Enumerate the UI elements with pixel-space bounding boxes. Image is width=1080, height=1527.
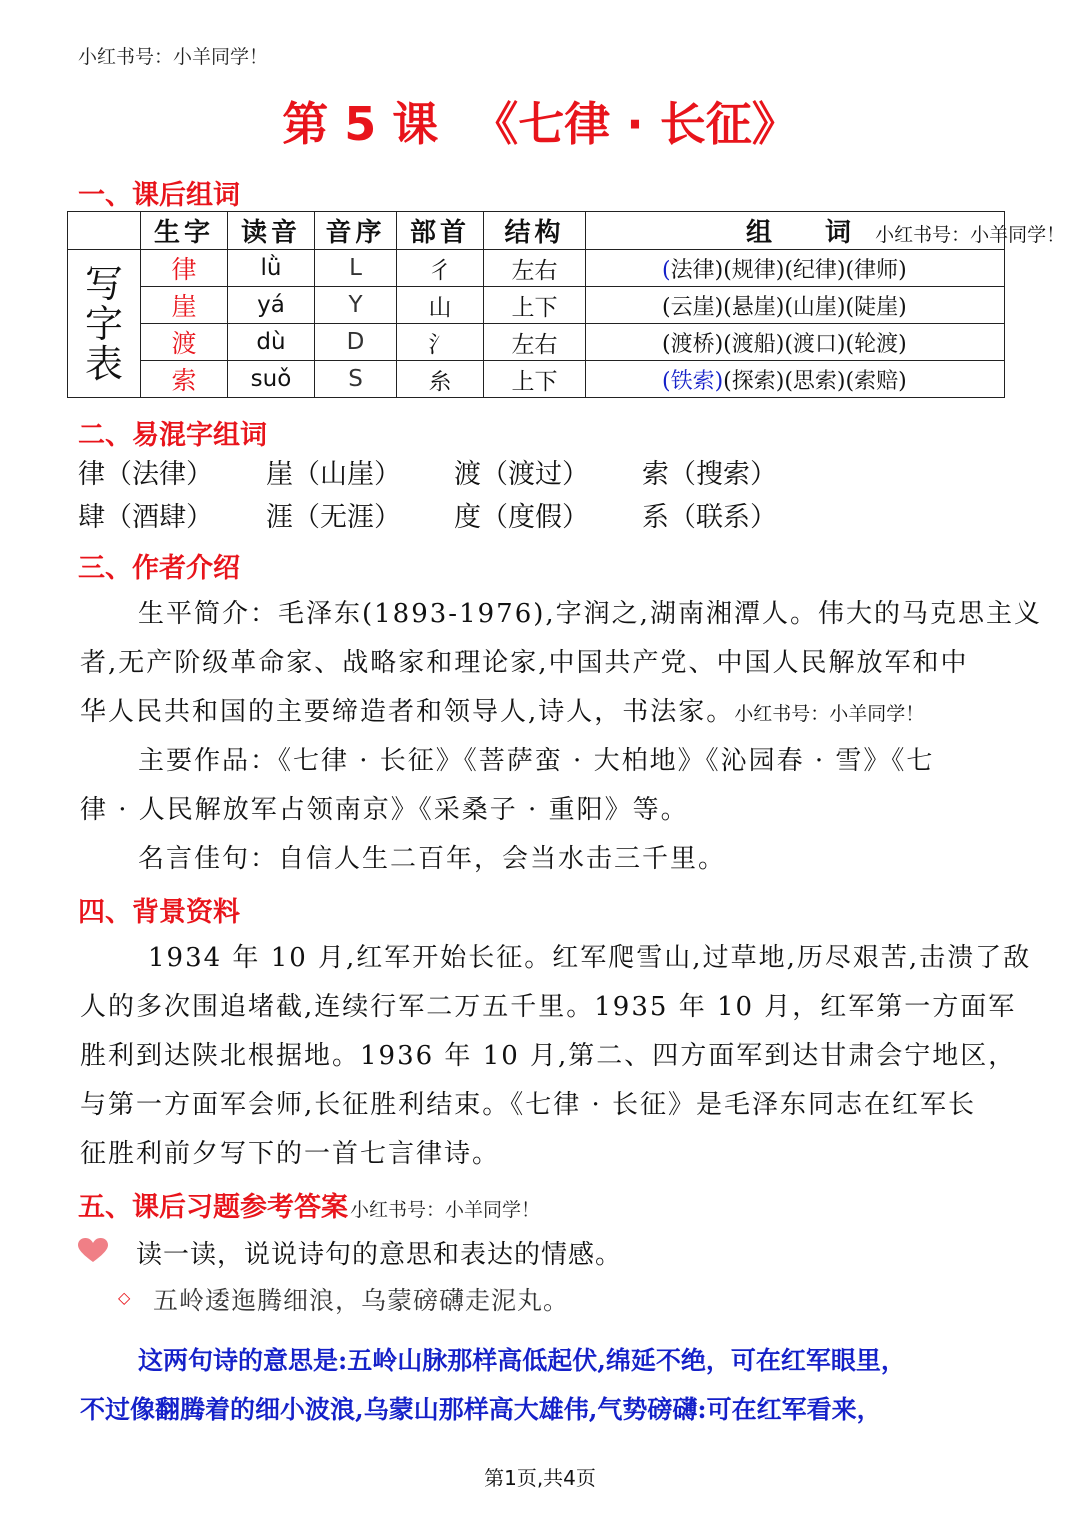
watermark-section5: 小红书号：小羊同学！ [350,1199,541,1221]
row-words: (渡桥)(渡船)(渡口)(轮渡) [586,324,1005,361]
row-order: L [315,250,397,287]
table-header-row [68,212,1005,250]
row-words: (云崖)(悬崖)(山崖)(陡崖) [586,287,1005,324]
works-line: 律 · 人民解放军占领南京》《采桑子 · 重阳》等。 [80,795,689,825]
row-structure: 上下 [484,361,586,398]
exercise-verse: 五岭逶迤腾细浪，乌蒙磅礴走泥丸。 [153,1286,570,1315]
row-radical: 彳 [397,250,484,287]
table-row [68,287,1005,324]
page-title [0,88,1080,154]
table-row [68,361,1005,398]
table-row [68,324,1005,361]
pair: 渡（渡过） [454,459,589,490]
header-pinyin: 读音 [228,212,315,250]
diamond-bullet-icon: ◇ [118,1288,131,1307]
answer-line: 不过像翻腾着的细小波浪,乌蒙山那样高大雄伟,气势磅礴:可在红军看来， [80,1395,882,1424]
header-char: 生字 [141,212,228,250]
background-line: 征胜利前夕写下的一首七言律诗。 [80,1139,501,1169]
header-structure: 结构 [484,212,586,250]
page-footer: 第1页,共4页 [484,1466,596,1490]
row-order: Y [315,287,397,324]
watermark-bio: 小红书号：小羊同学！ [734,703,925,725]
row-order: S [315,361,397,398]
pair: 索（搜索） [642,459,777,490]
row-radical: 氵 [397,324,484,361]
header-radical: 部首 [397,212,484,250]
pair: 度（度假） [454,502,589,533]
row-structure: 上下 [484,287,586,324]
pair: 涯（无涯） [266,502,401,533]
header-words: 组 词 小红书号：小羊同学！ [586,212,1005,250]
heart-icon [78,1238,108,1264]
background-line: 与第一方面军会师,长征胜利结束。《七律 · 长征》是毛泽东同志在红军长 [80,1090,977,1120]
row-structure: 左右 [484,324,586,361]
header-order: 音序 [315,212,397,250]
section-5-heading: 五、课后习题参考答案 小红书号：小羊同学！ [78,1192,541,1223]
row-words: (法律)(规律)(纪律)(律师) [586,250,1005,287]
answer-line: 这两句诗的意思是:五岭山脉那样高低起伏,绵延不绝，可在红军眼里， [138,1346,906,1375]
section-1-heading: 一、课后组词 [78,180,240,211]
section-4-heading: 四、背景资料 [78,897,240,928]
row-structure: 左右 [484,250,586,287]
section-2-heading: 二、易混字组词 [78,420,267,451]
row-pinyin: yá [228,287,315,324]
exercise-task: 读一读，说说诗句的意思和表达的情感。 [136,1240,623,1270]
pair: 律（法律） [78,459,213,490]
writing-table [67,211,1066,398]
watermark-top: 小红书号：小羊同学！ [78,46,269,68]
row-radical: 糸 [397,361,484,398]
bio-line: 者,无产阶级革命家、战略家和理论家,中国共产党、中国人民解放军和中 [80,648,969,678]
confusing-row-2 [78,495,830,534]
row-pinyin: dù [228,324,315,361]
row-radical: 山 [397,287,484,324]
row-char: 渡 [141,324,228,361]
row-char: 崖 [141,287,228,324]
side-label: 写字表 [68,250,141,398]
background-line: 1934 年 10 月,红军开始长征。红军爬雪山,过草地,历尽艰苦,击溃了敌 [148,943,1032,973]
poem-title: 《七律 · 长征》 [472,97,798,151]
row-char: 律 [141,250,228,287]
section-3-heading: 三、作者介绍 [78,553,240,584]
pair: 肆（酒肆） [78,502,213,533]
quote-line: 名言佳句：自信人生二百年，会当水击三千里。 [138,844,727,874]
bio-line: 生平简介：毛泽东(1893-1976),字润之,湖南湘潭人。伟大的马克思主义 [138,599,1042,629]
works-line: 主要作品：《七律 · 长征》《菩萨蛮 · 大柏地》《沁园春 · 雪》《七 [138,746,935,776]
table-row [68,250,1005,287]
table-corner [68,212,141,250]
bio-line: 华人民共和国的主要缔造者和领导人,诗人，书法家。小红书号：小羊同学！ [80,697,925,727]
row-char: 索 [141,361,228,398]
confusing-row-1 [78,452,830,491]
lesson-number: 第 5 课 [282,97,439,151]
row-pinyin: lǜ [228,250,315,287]
pair: 系（联系） [642,502,777,533]
background-line: 人的多次围追堵截,连续行军二万五千里。1935 年 10 月，红军第一方面军 [80,992,1017,1022]
pair: 崖（山崖） [266,459,401,490]
row-order: D [315,324,397,361]
row-words: (铁索)(探索)(思索)(索赔) [586,361,1005,398]
row-pinyin: suǒ [228,361,315,398]
watermark-table: 小红书号：小羊同学！ [875,224,1066,246]
background-line: 胜利到达陕北根据地。1936 年 10 月,第二、四方面军到达甘肃会宁地区， [80,1041,1017,1071]
